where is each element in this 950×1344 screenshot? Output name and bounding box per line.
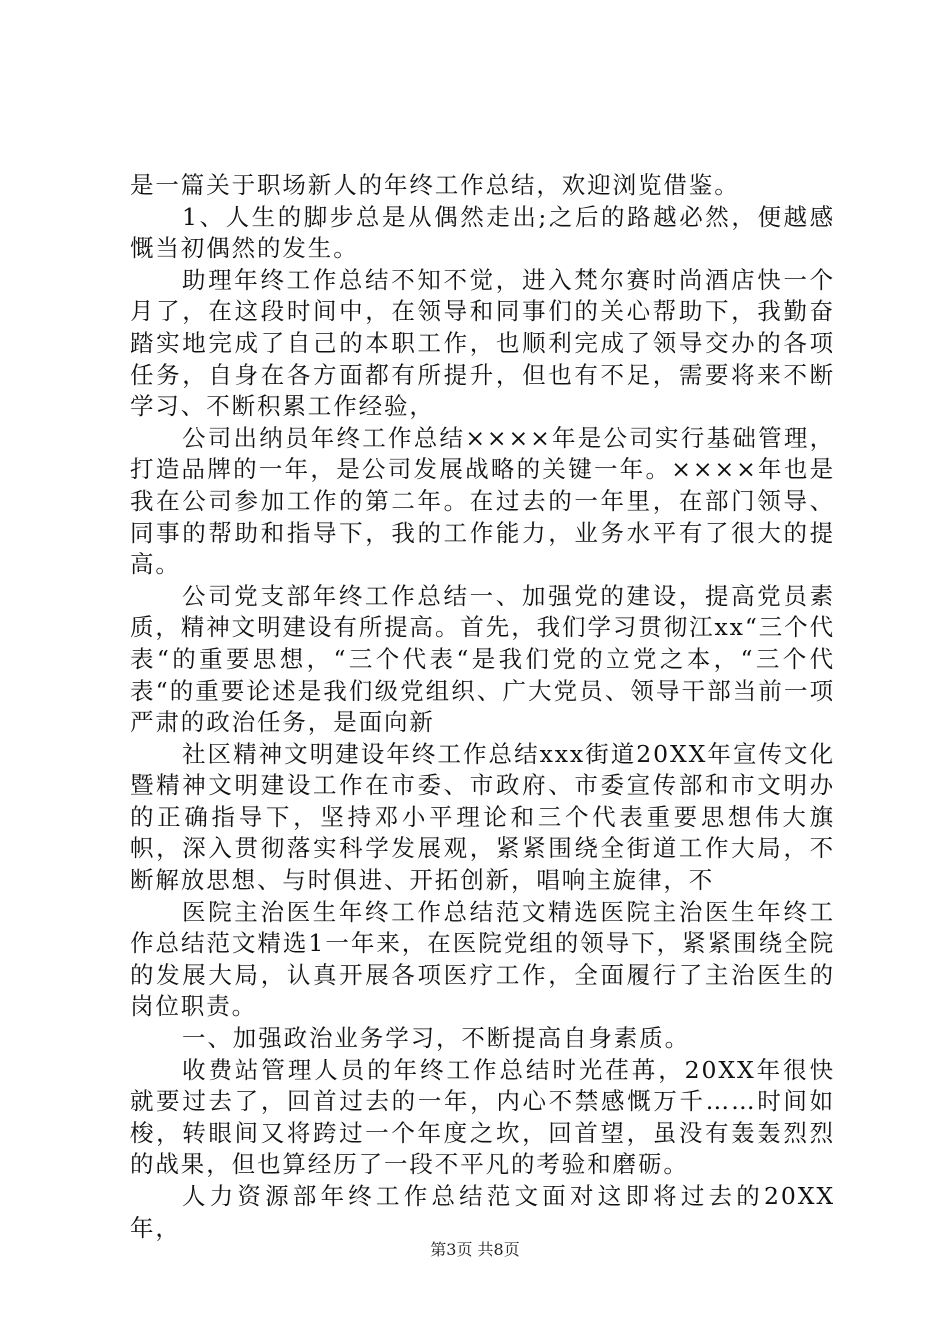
paragraph-8: 一、加强政治业务学习，不断提高自身素质。 — [182, 1024, 690, 1053]
paragraph-4: 公司出纳员年终工作总结××××年是公司实行基础管理，打造品牌的一年，是公司发展战略的关键一年。××××年也是我在公司参加工作的第二年。在过去的一年里，在部门领导、同事的帮助和指导下，我的工作能力，业务水平有了很大的提高。 — [130, 423, 835, 579]
document-body — [130, 170, 835, 1244]
paragraph-1: 是一篇关于职场新人的年终工作总结，欢迎浏览借鉴。 — [130, 171, 740, 199]
paragraph-2: 1、人生的脚步总是从偶然走出;之后的路越必然，便越感慨当初偶然的发生。 — [130, 202, 835, 263]
paragraph-10: 人力资源部年终工作总结范文面对这即将过去的20XX年， — [130, 1182, 835, 1242]
paragraph-6: 社区精神文明建设年终工作总结xxx街道20XX年宣传文化暨精神文明建设工作在市委、市政府、市委宣传部和市文明办的正确指导下，坚持邓小平理论和三个代表重要思想伟大旗帜，深入贯彻落实科学发展观，紧紧围绕全街道工作大局，不断解放思想、与时俱进、开拓创新，唱响主旋律，不 — [130, 739, 835, 895]
page-number-footer: 第3页 共8页 — [430, 1240, 520, 1259]
paragraph-3: 助理年终工作总结不知不觉，进入梵尔赛时尚酒店快一个月了，在这段时间中，在领导和同事们的关心帮助下，我勤奋踏实地完成了自己的本职工作，也顺利完成了领导交办的各项任务，自身在各方面都有所提升，但也有不足，需要将来不断学习、不断积累工作经验， — [130, 265, 835, 421]
paragraph-5: 公司党支部年终工作总结一、加强党的建设，提高党员素质，精神文明建设有所提高。首先，我们学习贯彻江xx“三个代表“的重要思想，“三个代表“是我们党的立党之本，“三个代表“的重要论述是我们级党组织、广大党员、领导干部当前一项严肃的政治任务，是面向新 — [130, 581, 835, 737]
paragraph-7: 医院主治医生年终工作总结范文精选医院主治医生年终工作总结范文精选1一年来，在医院党组的领导下，紧紧围绕全院的发展大局，认真开展各项医疗工作，全面履行了主治医生的岗位职责。 — [130, 897, 835, 1021]
paragraph-9: 收费站管理人员的年终工作总结时光荏苒，20XX年很快就要过去了，回首过去的一年，内心不禁感慨万千……时间如梭，转眼间又将跨过一个年度之坎，回首望，虽没有轰轰烈烈的战果，但也算经历了一段不平凡的考验和磨砺。 — [130, 1055, 835, 1179]
